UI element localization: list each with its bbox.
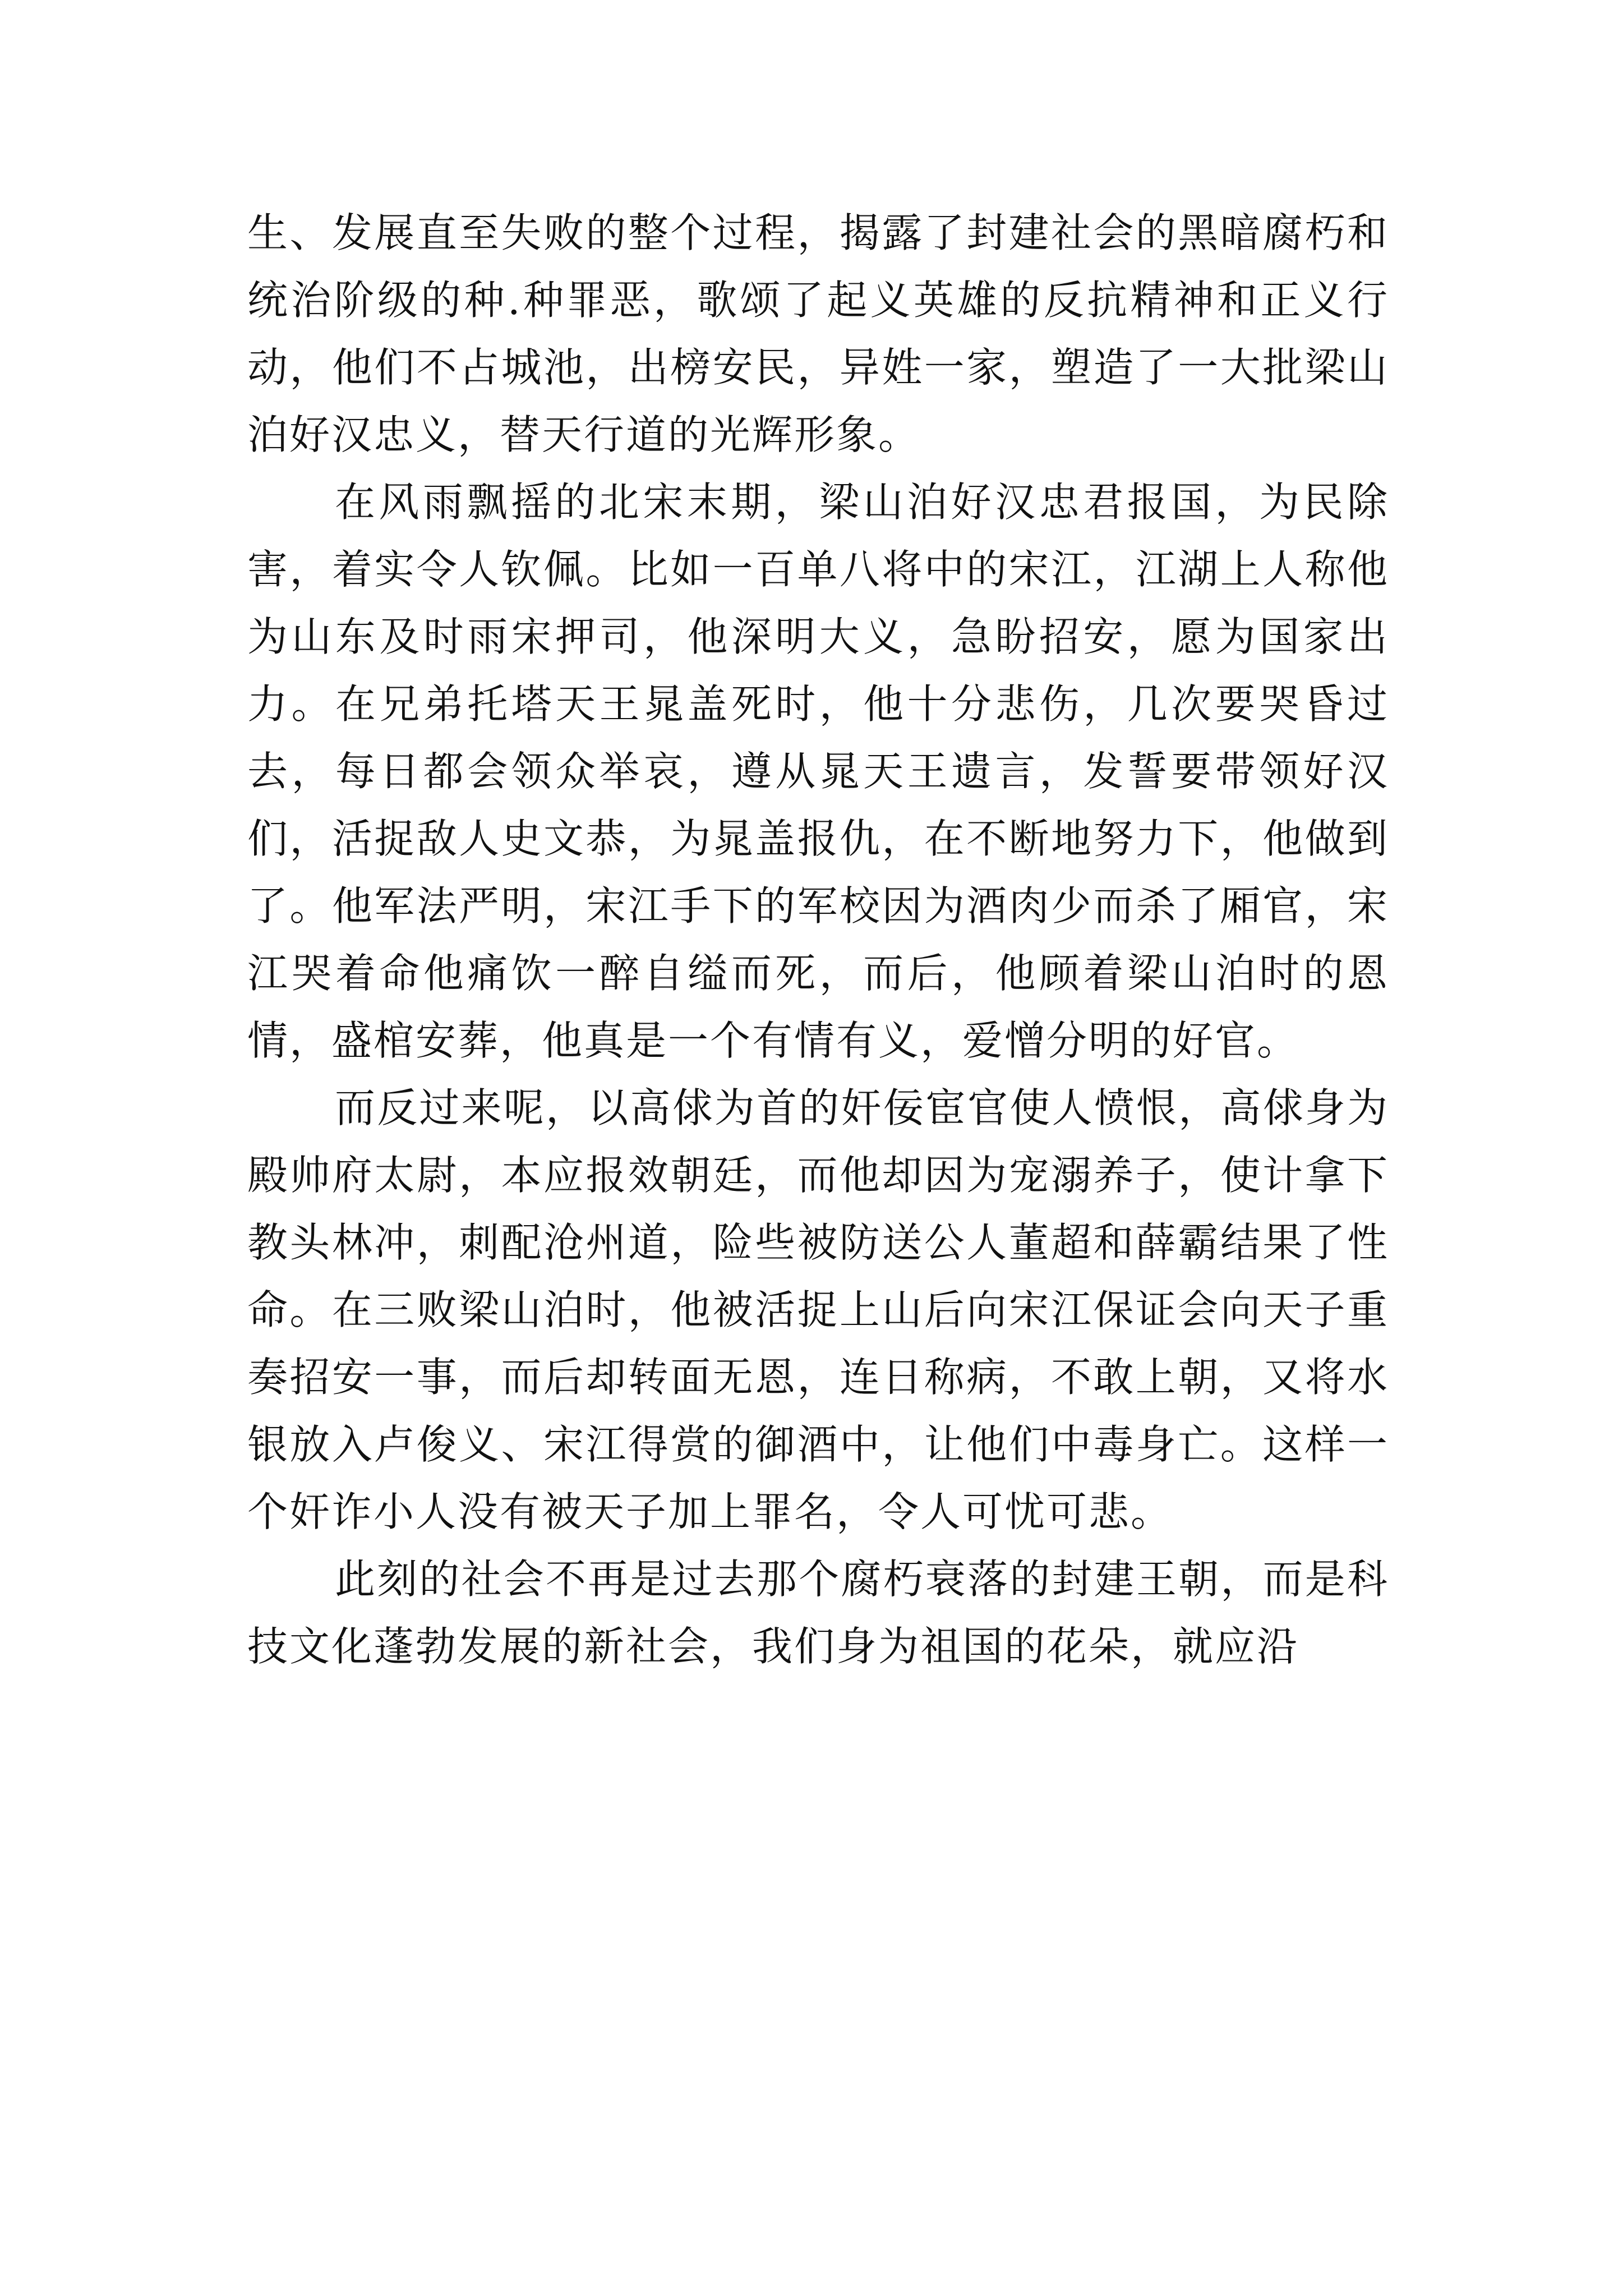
- body-text: [247, 199, 1389, 1680]
- paragraph-1: 生、发展直至失败的整个过程，揭露了封建社会的黑暗腐朽和统治阶级的种.种罪恶，歌颂了起义英雄的反抗精神和正义行动，他们不占城池，出榜安民，异姓一家，塑造了一大批梁山泊好汉忠义，替天行道的光辉形象。: [247, 209, 1389, 458]
- paragraph-3: 而反过来呢，以高俅为首的奸佞宦官使人愤恨，高俅身为殿帅府太尉，本应报效朝廷，而他却因为宠溺养子，使计拿下教头林冲，刺配沧州道，险些被防送公人董超和薛霸结果了性命。在三败梁山泊时，他被活捉上山后向宋江保证会向天子重奏招安一事，而后却转面无恩，连日称病，不敢上朝，又将水银放入卢俊义、宋江得赏的御酒中，让他们中毒身亡。这样一个奸诈小人没有被天子加上罪名，令人可忧可悲。: [247, 1084, 1389, 1535]
- paragraph-2: 在风雨飘摇的北宋末期，梁山泊好汉忠君报国，为民除害，着实令人钦佩。比如一百单八将中的宋江，江湖上人称他为山东及时雨宋押司，他深明大义，急盼招安，愿为国家出力。在兄弟托塔天王晁盖死时，他十分悲伤，几次要哭昏过去，每日都会领众举哀，遵从晁天王遗言，发誓要带领好汉们，活捉敌人史文恭，为晁盖报仇，在不断地努力下，他做到了。他军法严明，宋江手下的军校因为酒肉少而杀了厢官，宋江哭着命他痛饮一醉自缢而死，而后，他顾着梁山泊时的恩情，盛棺安葬，他真是一个有情有义，爱憎分明的好官。: [247, 478, 1389, 1064]
- paragraph-4: 此刻的社会不再是过去那个腐朽衰落的封建王朝，而是科技文化蓬勃发展的新社会，我们身为祖国的花朵，就应沿: [247, 1556, 1389, 1670]
